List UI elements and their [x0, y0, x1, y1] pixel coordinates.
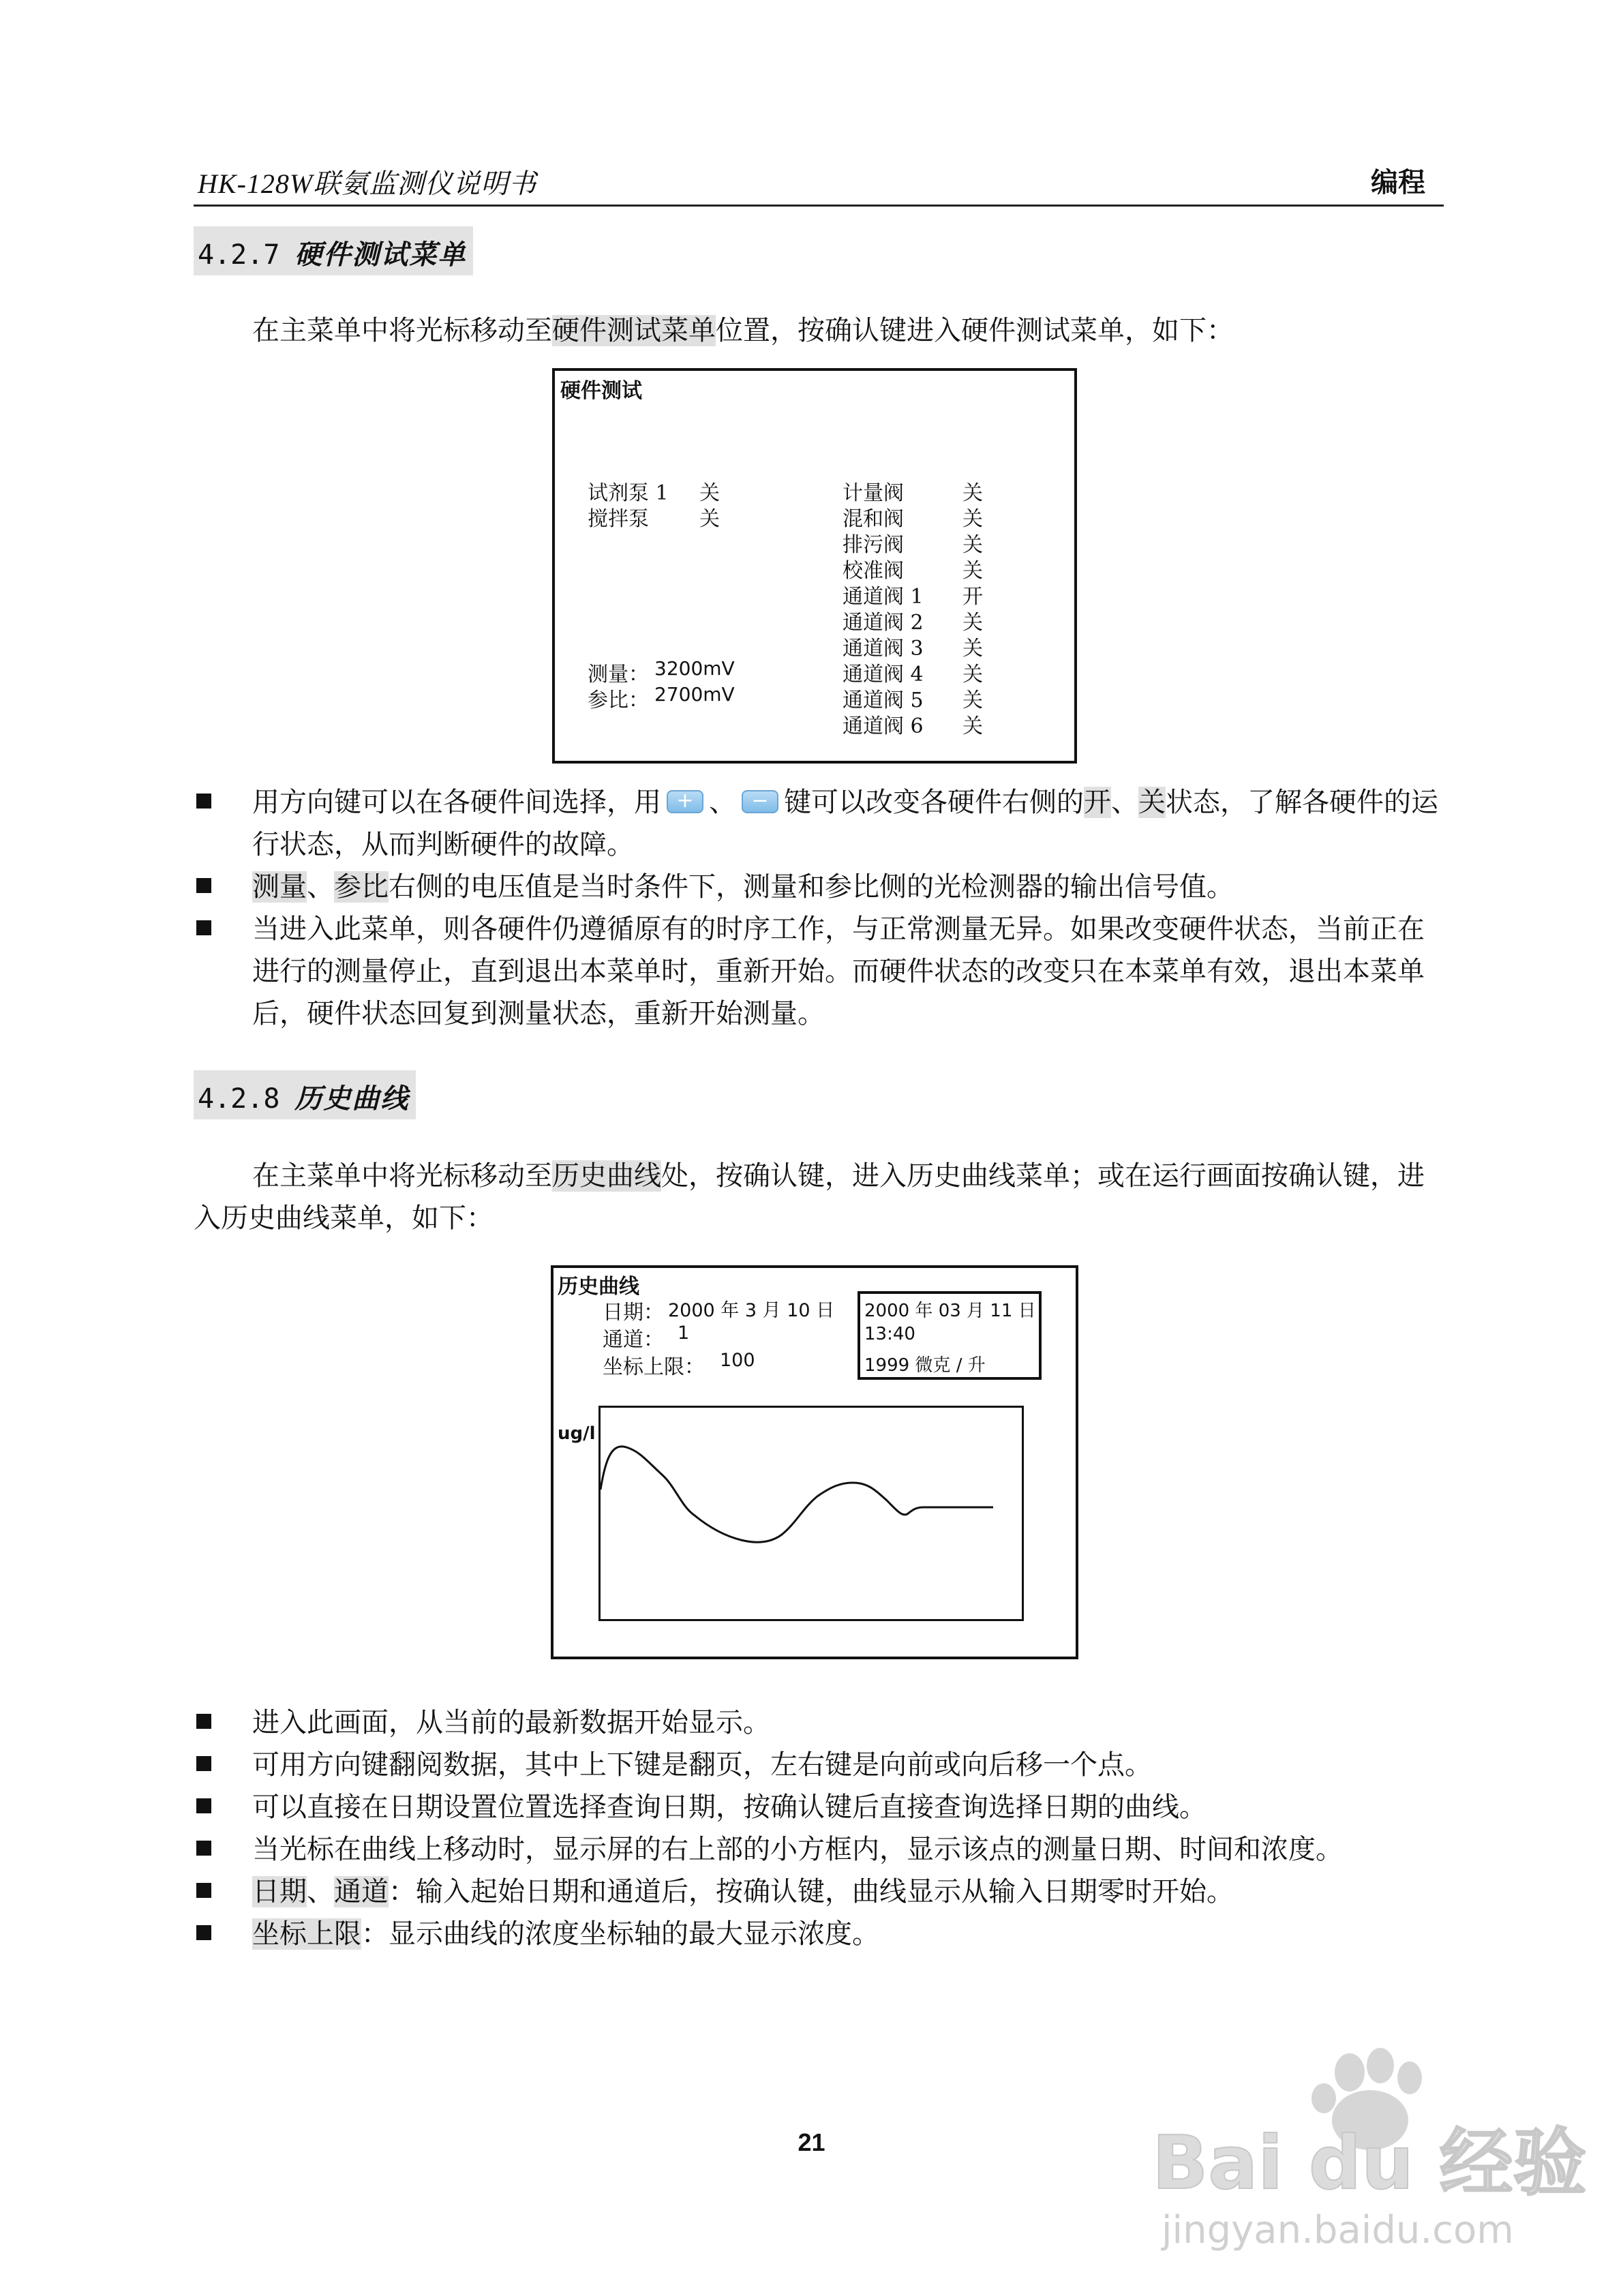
header-chapter: 编程	[1371, 167, 1425, 198]
bullet-square-icon	[196, 1714, 211, 1729]
right-item-state: 开	[962, 585, 983, 609]
bullet-text: 、	[709, 787, 736, 818]
bullet-text: 当进入此菜单，则各硬件仍遵循原有的时序工作，与正常测量无异。如果改变硬件状态，当前正在进行的测量停止，直到退出本菜单时，重新开始。而硬件状态的改变只在本菜单有效，退出本菜单后，硬件状态回复到测量状态，重新开始测量。	[252, 913, 1425, 1029]
plus-key-icon: +	[667, 790, 703, 813]
left-item-name: 试剂泵 1	[588, 481, 669, 505]
left-item-state: 关	[699, 481, 720, 505]
right-item-state: 关	[962, 481, 983, 505]
bullet-square-icon	[196, 794, 211, 809]
reading-label: 测量：	[588, 663, 649, 686]
left-item-state: 关	[699, 507, 720, 531]
history-curve-svg	[601, 1408, 1022, 1619]
bullet-item	[194, 1786, 1444, 1828]
bullet-text: 可以直接在日期设置位置选择查询日期，按确认键后直接查询选择日期的曲线。	[252, 1792, 1207, 1823]
watermark-logo-text: Bai du 经验	[1152, 2121, 1587, 2206]
section-number: 4.2.7	[198, 239, 280, 271]
right-item-name: 通道阀 3	[843, 637, 924, 661]
right-item-name: 通道阀 1	[843, 585, 924, 609]
bullet-text: 状态，了解各硬件的运行状态，从而判断硬件的故障。	[252, 787, 1438, 860]
right-item-name: 混和阀	[843, 507, 904, 531]
right-item-name: 通道阀 4	[843, 663, 924, 686]
bullet-square-icon	[196, 1841, 211, 1856]
page-number: 21	[798, 2128, 825, 2156]
right-item-name: 排污阀	[843, 533, 904, 557]
section-heading-4-2-7	[194, 226, 473, 275]
bullet-item	[194, 1702, 1444, 1744]
reading-value: 3200mV	[654, 657, 735, 680]
bullet-text: 用方向键可以在各硬件间选择，用	[252, 787, 661, 818]
right-item-state: 关	[962, 637, 983, 661]
section-heading-4-2-8	[194, 1070, 416, 1119]
section-number: 4.2.8	[198, 1083, 280, 1115]
screen-title: 历史曲线	[558, 1275, 639, 1299]
right-item-name: 计量阀	[843, 481, 904, 505]
watermark-url: jingyan.baidu.com	[1162, 2208, 1514, 2252]
section-title: 硬件测试菜单	[294, 239, 467, 271]
field-value: 2000 年 3 月 10 日	[668, 1300, 835, 1321]
screen-title: 硬件测试	[560, 379, 642, 403]
bullet-item	[194, 908, 1444, 1035]
info-value: 1999 微克 / 升	[864, 1355, 986, 1376]
intro-text: 在主菜单中将光标移动至	[252, 315, 552, 346]
bullet-text: 、	[1111, 787, 1138, 818]
baidu-jingyan-watermark	[1145, 2045, 1587, 2252]
bullet-item	[194, 1913, 1444, 1955]
intro-text-end: 位置，按确认键进入硬件测试菜单，如下：	[716, 315, 1234, 346]
bullet-text: 键可以改变各硬件右侧的	[784, 787, 1084, 818]
bullet-text: 可用方向键翻阅数据，其中上下键是翻页，左右键是向前或向后移一个点。	[252, 1749, 1152, 1781]
bullet-text: 、	[307, 871, 334, 903]
highlight-date: 日期	[252, 1876, 307, 1907]
intro-text-end: 处，按确认键，进入历史曲线菜单；或在运行画面按确认键，进入历史曲线菜单，如下：	[194, 1160, 1425, 1234]
paw-logo-icon	[1145, 2045, 1587, 2252]
highlight-channel: 通道	[334, 1876, 389, 1907]
field-label: 坐标上限：	[603, 1355, 705, 1379]
bullet-item	[194, 1871, 1444, 1913]
right-item-state: 关	[962, 663, 983, 686]
highlight-close: 关	[1138, 787, 1166, 818]
right-item-name: 校准阀	[843, 559, 904, 583]
bullet-square-icon	[196, 1925, 211, 1940]
reading-label: 参比：	[588, 689, 649, 712]
info-time: 13:40	[864, 1324, 915, 1344]
right-item-state: 关	[962, 689, 983, 712]
bullet-square-icon	[196, 1756, 211, 1771]
intro-highlight: 历史曲线	[552, 1160, 661, 1192]
intro-text: 在主菜单中将光标移动至	[252, 1160, 552, 1192]
left-item-name: 搅拌泵	[588, 507, 649, 531]
right-item-state: 关	[962, 611, 983, 635]
section1-intro	[194, 309, 1444, 352]
bullet-square-icon	[196, 920, 211, 935]
bullet-item	[194, 866, 1444, 908]
bullet-text: 右侧的电压值是当时条件下，测量和参比侧的光检测器的输出信号值。	[389, 871, 1234, 903]
bullet-square-icon	[196, 1798, 211, 1813]
reading-value: 2700mV	[654, 683, 735, 706]
bullet-square-icon	[196, 1883, 211, 1898]
highlight-open: 开	[1084, 787, 1111, 818]
section2-intro	[194, 1155, 1444, 1239]
history-curve-screen	[551, 1265, 1078, 1659]
highlight-reference: 参比	[334, 871, 389, 903]
info-date: 2000 年 03 月 11 日	[864, 1301, 1036, 1321]
hardware-test-screen	[552, 368, 1077, 764]
bullet-text: 进入此画面，从当前的最新数据开始显示。	[252, 1707, 770, 1738]
right-item-name: 通道阀 6	[843, 714, 924, 738]
bullet-text: ：输入起始日期和通道后，按确认键，曲线显示从输入日期零时开始。	[389, 1876, 1234, 1907]
highlight-axis-limit: 坐标上限	[252, 1918, 361, 1950]
header-rule	[194, 205, 1444, 207]
bullet-text: 、	[307, 1876, 334, 1907]
right-item-state: 关	[962, 507, 983, 531]
right-item-state: 关	[962, 559, 983, 583]
bullet-text: 当光标在曲线上移动时，显示屏的右上部的小方框内，显示该点的测量日期、时间和浓度。	[252, 1834, 1343, 1865]
field-value: 1	[678, 1323, 690, 1344]
bullet-item	[194, 1828, 1444, 1871]
field-label: 日期：	[603, 1301, 664, 1325]
highlight-measure: 测量	[252, 871, 307, 903]
curve-plot-frame	[598, 1406, 1024, 1621]
field-label: 通道：	[603, 1328, 664, 1352]
right-item-name: 通道阀 5	[843, 689, 924, 712]
right-item-state: 关	[962, 533, 983, 557]
bullet-item	[194, 1744, 1444, 1786]
header-document-title: HK-128W联氨监测仪说明书	[198, 168, 537, 199]
point-info-box	[858, 1291, 1042, 1380]
minus-key-icon: −	[742, 790, 778, 813]
right-item-state: 关	[962, 714, 983, 738]
right-item-name: 通道阀 2	[843, 611, 924, 635]
y-axis-unit: ug/l	[558, 1423, 596, 1444]
section-title: 历史曲线	[294, 1083, 410, 1115]
history-curve-line	[601, 1447, 993, 1542]
field-value: 100	[720, 1350, 755, 1371]
bullet-item	[194, 781, 1444, 866]
bullet-square-icon	[196, 878, 211, 893]
intro-highlight: 硬件测试菜单	[552, 315, 716, 346]
bullet-text: ：显示曲线的浓度坐标轴的最大显示浓度。	[361, 1918, 879, 1950]
